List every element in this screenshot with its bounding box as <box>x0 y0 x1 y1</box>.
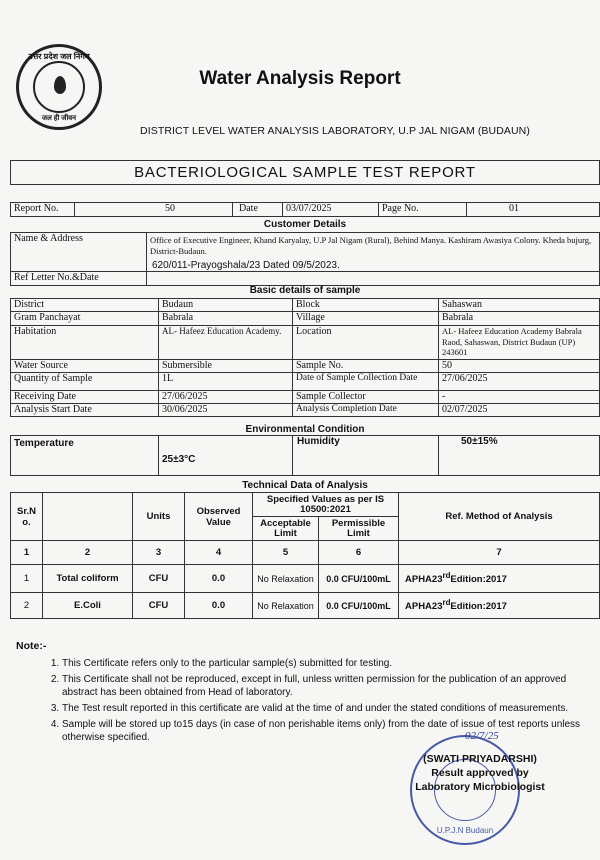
ref-number: 620/011-Prayogshala/23 Dated 09/5/2023. <box>152 260 340 271</box>
logo-text-top: उत्तर प्रदेश जल निगम <box>28 52 90 61</box>
col-header-srno: Sr.N o. <box>11 493 43 541</box>
stamp-text: U.P.J.N Budaun <box>436 826 494 835</box>
report-info-table <box>10 202 600 217</box>
gram-panchayat-value: Babrala <box>159 312 293 326</box>
method-prefix: APHA23 <box>405 601 443 613</box>
signature-date: 02/7/25 <box>465 730 499 742</box>
signatory-title: Laboratory Microbiologist <box>415 781 545 793</box>
row-param: E.Coli <box>43 593 133 619</box>
notes-list <box>16 657 596 744</box>
notes-heading: Note:- <box>16 640 47 652</box>
row-acceptable: No Relaxation <box>253 593 319 619</box>
col-number: 7 <box>399 541 600 565</box>
note-item: 1. This Certificate refers only to the particular sample(s) submitted for testing. <box>62 657 596 670</box>
analysis-start-value: 30/06/2025 <box>159 404 293 417</box>
page-no-label: Page No. <box>379 203 467 217</box>
row-observed: 0.0 <box>185 593 253 619</box>
quantity-value: 1L <box>159 373 293 391</box>
page-title: Water Analysis Report <box>199 68 401 89</box>
col-number: 3 <box>133 541 185 565</box>
method-suffix: Edition:2017 <box>450 574 507 586</box>
sample-collector-value: - <box>439 391 600 404</box>
col-number: 2 <box>43 541 133 565</box>
notes-section <box>16 640 596 747</box>
approval-line: Result approved by <box>431 767 529 779</box>
col-header-method: Ref. Method of Analysis <box>399 493 600 541</box>
row-method <box>399 593 600 619</box>
humidity-label: Humidity <box>293 436 439 476</box>
note-item: 2. This Certificate shall not be reproduced, except in full, unless written permission for the publication of an approved abstract has been obtained from Head of laboratory. <box>62 673 596 699</box>
col-number: 6 <box>319 541 399 565</box>
ref-letter-label: Ref Letter No.&Date <box>11 272 147 286</box>
date-label: Date <box>233 203 283 217</box>
col-number: 4 <box>185 541 253 565</box>
name-address-value <box>147 233 600 272</box>
location-label: Location <box>293 326 439 360</box>
table-row <box>11 565 600 593</box>
sample-table <box>10 298 600 417</box>
row-sr: 2 <box>11 593 43 619</box>
humidity-value: 50±15% <box>439 436 600 476</box>
name-address-label: Name & Address <box>11 233 147 272</box>
row-permissible: 0.0 CFU/100mL <box>319 565 399 593</box>
column-number-row <box>11 541 600 565</box>
page-no-value: 01 <box>467 203 600 217</box>
note-item: 4. Sample will be stored up to15 days (in case of non perishable items only) from the date of issue of test reports unless otherwise specified. <box>62 718 596 744</box>
district-value: Budaun <box>159 299 293 312</box>
gram-panchayat-label: Gram Panchayat <box>11 312 159 326</box>
collection-date-label: Date of Sample Collection Date <box>293 373 439 391</box>
col-header-permissible: Permissible Limit <box>319 517 399 541</box>
sample-details-heading: Basic details of sample <box>249 285 361 296</box>
row-acceptable: No Relaxation <box>253 565 319 593</box>
signature-block <box>395 752 565 794</box>
table-row <box>11 593 600 619</box>
block-value: Sahaswan <box>439 299 600 312</box>
method-suffix: Edition:2017 <box>450 601 507 613</box>
village-label: Village <box>293 312 439 326</box>
col-header-observed: Observed Value <box>185 493 253 541</box>
location-value: AL- Hafeez Education Academy Babrala Raod, Sahaswan, District Budaun (UP) 243601 <box>439 326 600 360</box>
customer-table <box>10 232 600 286</box>
logo-text-bottom: जल ही जीवन <box>41 115 77 122</box>
sample-collector-label: Sample Collector <box>293 391 439 404</box>
row-sr: 1 <box>11 565 43 593</box>
water-source-label: Water Source <box>11 360 159 373</box>
row-permissible: 0.0 CFU/100mL <box>319 593 399 619</box>
note-item: 3. The Test result reported in this certificate are valid at the time of and under the stated conditions of measurements. <box>62 702 596 715</box>
method-sup: rd <box>442 598 451 608</box>
technical-heading: Technical Data of Analysis <box>242 480 368 491</box>
environment-heading: Environmental Condition <box>245 424 365 435</box>
analysis-completion-label: Analysis Completion Date <box>293 404 439 417</box>
village-value: Babrala <box>439 312 600 326</box>
row-units: CFU <box>133 593 185 619</box>
quantity-label: Quantity of Sample <box>11 373 159 391</box>
water-source-value: Submersible <box>159 360 293 373</box>
col-header-param <box>43 493 133 541</box>
block-label: Block <box>293 299 439 312</box>
analysis-completion-value: 02/07/2025 <box>439 404 600 417</box>
report-no-label: Report No. <box>11 203 75 217</box>
name-address-text: Office of Executive Engineer, Khand Karyalay, U.P Jal Nigam (Rural), Behind Manya. Kashiram Awasiya Colony. Kheda bujurg, District-Budaun. <box>150 235 592 256</box>
row-observed: 0.0 <box>185 565 253 593</box>
report-no-value: 50 <box>75 203 233 217</box>
col-header-acceptable: Acceptable Limit <box>253 517 319 541</box>
col-number: 1 <box>11 541 43 565</box>
environment-table <box>10 435 600 476</box>
habitation-value: AL- Hafeez Education Academy. <box>159 326 293 360</box>
date-value: 03/07/2025 <box>283 203 379 217</box>
row-units: CFU <box>133 565 185 593</box>
collection-date-value: 27/06/2025 <box>439 373 600 391</box>
customer-details-heading: Customer Details <box>263 219 347 230</box>
temperature-value: 25±3°C <box>159 436 293 476</box>
method-sup: rd <box>442 571 451 581</box>
receiving-date-value: 27/06/2025 <box>159 391 293 404</box>
sample-no-label: Sample No. <box>293 360 439 373</box>
analysis-start-label: Analysis Start Date <box>11 404 159 417</box>
method-prefix: APHA23 <box>405 574 443 586</box>
signatory-name: (SWATI PRIYADARSHI) <box>423 753 537 765</box>
sample-no-value: 50 <box>439 360 600 373</box>
receiving-date-label: Receiving Date <box>11 391 159 404</box>
district-label: District <box>11 299 159 312</box>
habitation-label: Habitation <box>11 326 159 360</box>
row-param: Total coliform <box>43 565 133 593</box>
temperature-label: Temperature <box>11 436 159 476</box>
ref-letter-value <box>147 272 600 286</box>
row-method <box>399 565 600 593</box>
col-header-units: Units <box>133 493 185 541</box>
report-type-banner: BACTERIOLOGICAL SAMPLE TEST REPORT <box>10 160 600 185</box>
col-header-specified: Specified Values as per IS 10500:2021 <box>253 493 399 517</box>
lab-name: DISTRICT LEVEL WATER ANALYSIS LABORATORY, U.P JAL NIGAM (BUDAUN) <box>140 125 530 137</box>
col-number: 5 <box>253 541 319 565</box>
technical-table <box>10 492 600 619</box>
